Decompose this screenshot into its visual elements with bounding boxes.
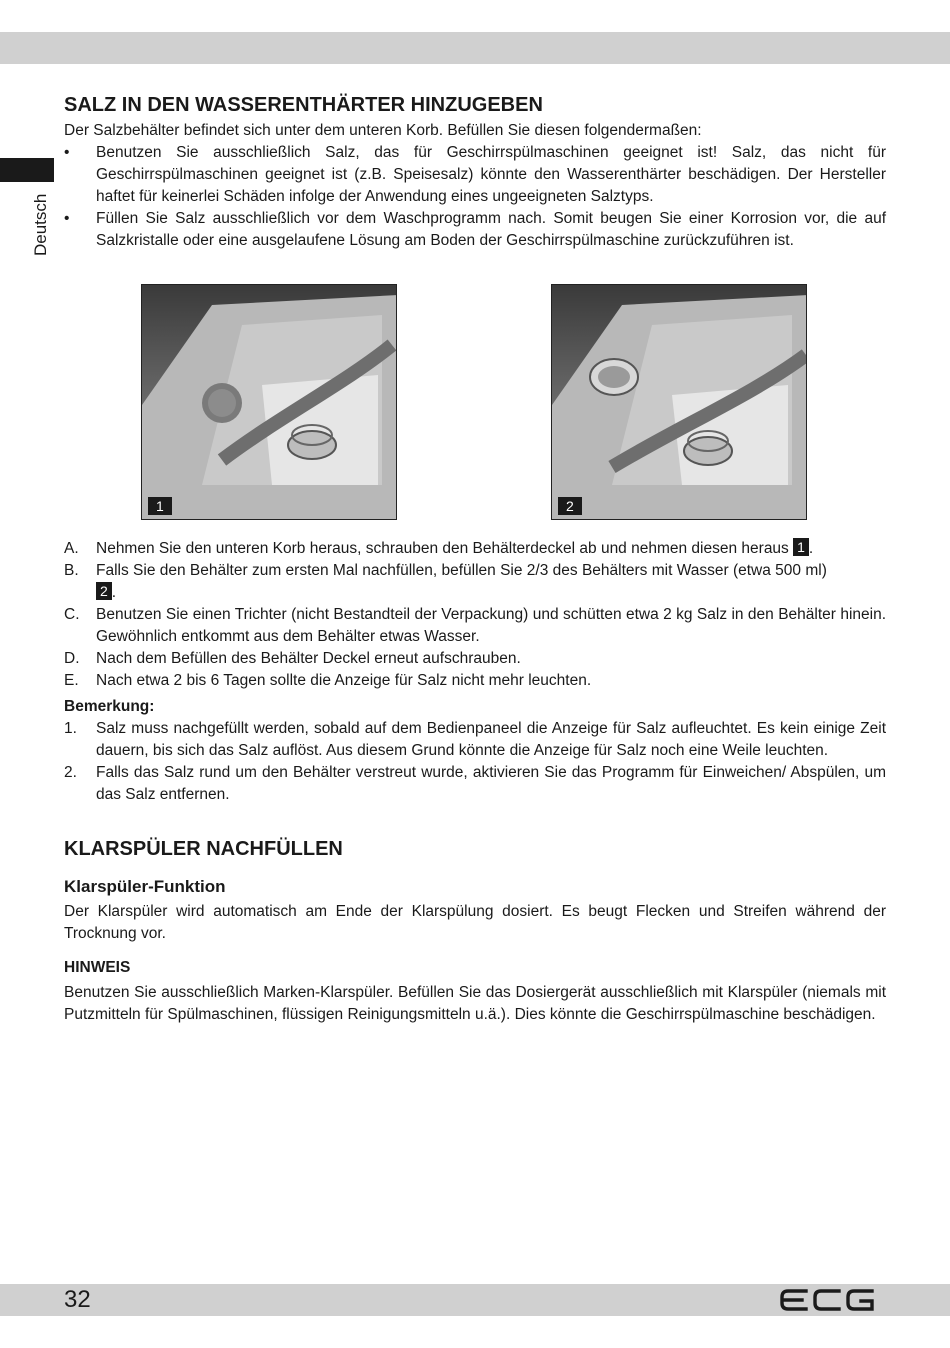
ecg-logo <box>780 1289 875 1311</box>
step-text: Nach dem Befüllen des Behälter Deckel erneut aufschrauben. <box>96 650 521 667</box>
dishwasher-tub-illustration-1 <box>142 285 397 520</box>
step-letter: A. <box>64 540 79 557</box>
section-title-salt: SALZ IN DEN WASSERENTHÄRTER HINZUGEBEN <box>64 94 543 116</box>
note-title: Bemerkung: <box>64 698 155 715</box>
step-suffix: . <box>808 540 814 557</box>
hint-text: Benutzen Sie ausschließlich Marken-Klarspüler. Befüllen Sie das Dosiergerät ausschließlich mit Klarspüler (niemals mit Putzmitteln für Spülmaschinen, flüssigen Reinigungsmitteln u.ä.). Dies könnte die Geschirrspülmaschine beschädigen. <box>64 984 886 1023</box>
step-text: Benutzen Sie einen Trichter (nicht Bestandteil der Verpackung) und schütten etwa 2 kg Salz in den Behälter hinein. Gewöhnlich entkommt aus dem Behälter etwas Wasser. <box>96 606 886 645</box>
figure-row <box>64 284 886 520</box>
figure-ref-badge-2: 2 <box>96 582 112 600</box>
step-letter: E. <box>64 672 79 689</box>
salt-step-c <box>64 604 886 648</box>
salt-step-b <box>64 560 886 604</box>
step-letter: C. <box>64 606 80 623</box>
salt-bullet-2: • Füllen Sie Salz ausschließlich vor dem Waschprogramm nach. Somit beugen Sie einer Korrosion vor, die auf Salzkristalle oder eine ausgelaufene Lösung am Boden der Geschirrspülmaschine zurückzuführen ist. <box>64 208 886 252</box>
step-letter: B. <box>64 562 79 579</box>
salt-bullet-list <box>64 142 886 252</box>
figure-salt-container-cap <box>141 284 397 520</box>
step-letter: D. <box>64 650 80 667</box>
step-text: Nehmen Sie den unteren Korb heraus, schrauben den Behälterdeckel ab und nehmen diesen heraus <box>96 540 789 557</box>
rinse-text: Der Klarspüler wird automatisch am Ende der Klarspülung dosiert. Es beugt Flecken und Streifen während der Trocknung vor. <box>64 903 886 942</box>
header-band <box>0 32 950 64</box>
note-number: 2. <box>64 764 77 781</box>
note-text: Salz muss nachgefüllt werden, sobald auf dem Bedienpaneel die Anzeige für Salz aufleuchtet. Es kein einige Zeit dauern, bis sich das Salz auflöst. Aus diesem Grund könnte die Anzeige für Salz noch eine Weile leuchten. <box>96 720 886 759</box>
language-tab-label: Deutsch <box>31 193 50 256</box>
hint-title: HINWEIS <box>64 959 131 976</box>
figure-number-1: 1 <box>148 497 172 515</box>
salt-intro: Der Salzbehälter befindet sich unter dem unteren Korb. Befüllen Sie diesen folgendermaßen: <box>64 122 702 139</box>
note-number: 1. <box>64 720 77 737</box>
salt-step-e <box>64 670 886 692</box>
step-text: Falls Sie den Behälter zum ersten Mal nachfüllen, befüllen Sie 2/3 des Behälters mit Wasser (etwa 500 ml) <box>96 562 827 579</box>
figure-ref-badge-1: 1 <box>793 538 809 556</box>
figure-salt-container-funnel <box>551 284 807 520</box>
dishwasher-tub-illustration-2 <box>552 285 807 520</box>
section-title-rinse: KLARSPÜLER NACHFÜLLEN <box>64 838 343 860</box>
step-suffix: . <box>111 584 117 601</box>
note-text: Falls das Salz rund um den Behälter verstreut wurde, aktivieren Sie das Programm für Einweichen/ Abspülen, um das Salz entfernen. <box>96 764 886 803</box>
language-tab-marker <box>0 158 54 182</box>
step-text: Nach etwa 2 bis 6 Tagen sollte die Anzeige für Salz nicht mehr leuchten. <box>96 672 592 689</box>
note-item-2 <box>64 762 886 806</box>
salt-bullet-1: • Benutzen Sie ausschließlich Salz, das für Geschirrspülmaschinen geeignet ist! Salz, das nicht für Geschirrspülmaschinen geeignet ist (z.B. Speisesalz) könnte den Wasserenthärter beschädigen. Der Hersteller haftet für keinerlei Schäden infolge der Anwendung eines ungeeigneten Salztyps. <box>64 142 886 208</box>
note-item-1 <box>64 718 886 762</box>
salt-steps-list <box>64 538 886 692</box>
page-content <box>64 92 886 1026</box>
salt-step-d <box>64 648 886 670</box>
page-number: 32 <box>64 1286 91 1313</box>
figure-number-2: 2 <box>558 497 582 515</box>
notes-list <box>64 718 886 806</box>
rinse-subtitle: Klarspüler-Funktion <box>64 877 226 896</box>
salt-step-a <box>64 538 886 560</box>
